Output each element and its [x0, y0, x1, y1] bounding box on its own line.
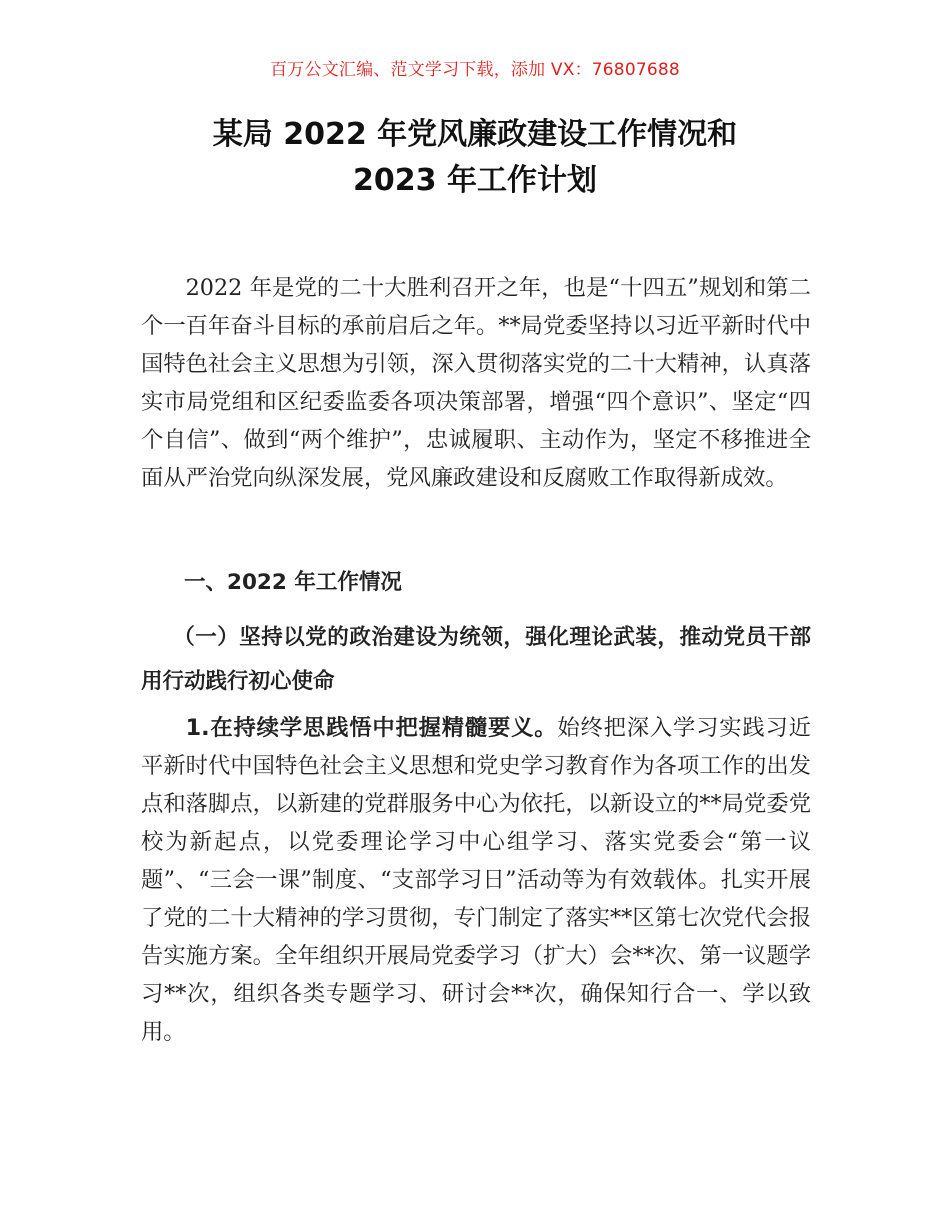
- subsection-heading-1: （一）坚持以党的政治建设为统领，强化理论武装，推动党员干部用行动践行初心使命: [141, 625, 811, 694]
- item-1-lead: 1.在持续学思践悟中把握精髓要义。: [185, 715, 558, 741]
- document-title: [0, 112, 950, 204]
- item-1-text: 始终把深入学习实践习近平新时代中国特色社会主义思想和党史学习教育作为各项工作的出发点和落脚点，以新建的党群服务中心为依托，以新设立的**局党委党校为新起点，以党委理论学习中心组学习、落实党委会“第一议题”、“三会一课”制度、“支部学习日”活动等为有效载体。扎实开展了党的二十大精神的学习贯彻，专门制定了落实**区第七次党代会报告实施方案。全年组织开展局党委学习（扩大）会**次、第一议题学习**次，组织各类专题学习、研讨会**次，确保知行合一、学以致用。: [141, 715, 811, 1045]
- title-line-1: 某局 2022 年党风廉政建设工作情况和: [212, 117, 738, 152]
- watermark-banner: 百万公文汇编、范文学习下载，添加 VX：76807688: [270, 60, 680, 80]
- section-heading-1: 一、2022 年工作情况: [184, 570, 402, 595]
- item-paragraph-1: [141, 709, 811, 1051]
- title-line-2: 2023 年工作计划: [353, 163, 597, 198]
- intro-paragraph: 2022 年是党的二十大胜利召开之年，也是“十四五”规划和第二个一百年奋斗目标的承前启后之年。**局党委坚持以习近平新时代中国特色社会主义思想为引领，深入贯彻落实党的二十大精神，认真落实市局党组和区纪委监委各项决策部署，增强“四个意识”、坚定“四个自信”、做到“两个维护”，忠诚履职、主动作为，坚定不移推进全面从严治党向纵深发展，党风廉政建设和反腐败工作取得新成效。: [141, 275, 811, 491]
